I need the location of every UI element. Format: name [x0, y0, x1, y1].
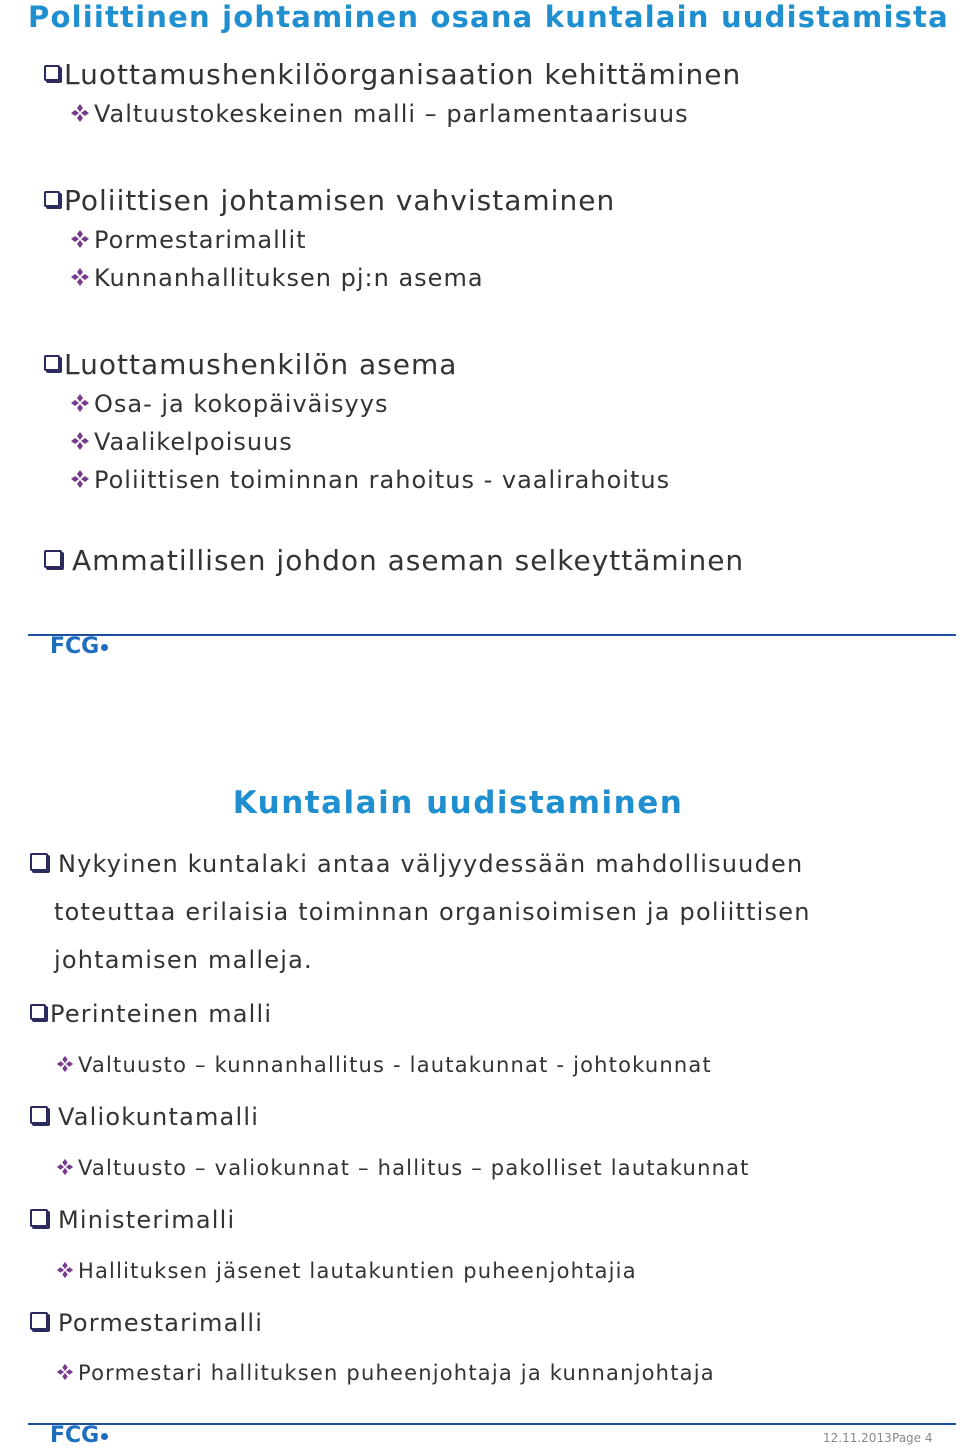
checkbox-bullet-icon — [30, 1312, 48, 1330]
checkbox-bullet-icon — [44, 355, 60, 371]
model-heading: Perinteinen malli — [30, 1000, 272, 1028]
list-item: Vaalikelpoisuus — [70, 428, 293, 456]
model-heading: Valiokuntamalli — [30, 1103, 259, 1131]
intro-line: toteuttaa erilaisia toiminnan organisoimisen ja poliittisen — [54, 898, 811, 926]
diamond-bullet-icon — [56, 1158, 74, 1176]
diamond-bullet-icon — [70, 267, 90, 287]
model-item: Pormestari hallituksen puheenjohtaja ja kunnanjohtaja — [56, 1361, 715, 1385]
model-item: Valtuusto – kunnanhallitus - lautakunnat - johtokunnat — [56, 1053, 712, 1077]
diamond-bullet-icon — [56, 1055, 74, 1073]
section-heading: Luottamushenkilön asema — [44, 348, 457, 381]
slide2-title: Kuntalain uudistaminen — [232, 785, 684, 821]
checkbox-bullet-icon — [44, 65, 60, 81]
intro-line: johtamisen malleja. — [54, 946, 313, 974]
section-heading: Ammatillisen johdon aseman selkeyttäminen — [44, 544, 744, 577]
slide1-title: Poliittinen johtaminen osana kuntalain uudistamista — [28, 0, 949, 34]
checkbox-bullet-icon — [30, 853, 48, 871]
list-item: Pormestarimallit — [70, 226, 307, 254]
footer-date: 12.11.2013 — [823, 1431, 892, 1445]
diamond-bullet-icon — [56, 1261, 74, 1279]
diamond-bullet-icon — [70, 469, 90, 489]
checkbox-bullet-icon — [30, 1106, 48, 1124]
section-heading: Luottamushenkilöorganisaation kehittäminen — [44, 58, 741, 91]
model-heading: Pormestarimalli — [30, 1309, 263, 1337]
diamond-bullet-icon — [70, 393, 90, 413]
model-item: Hallituksen jäsenet lautakuntien puheenjohtajia — [56, 1259, 637, 1283]
checkbox-bullet-icon — [30, 1209, 48, 1227]
page-number: Page 4 — [892, 1431, 933, 1445]
divider — [28, 1423, 956, 1425]
divider — [28, 634, 956, 636]
checkbox-bullet-icon — [30, 1004, 46, 1020]
fcg-logo: FCG — [50, 634, 108, 659]
list-item: Kunnanhallituksen pj:n asema — [70, 264, 484, 292]
list-item: Poliittisen toiminnan rahoitus - vaalirahoitus — [70, 466, 670, 494]
model-item: Valtuusto – valiokunnat – hallitus – pakolliset lautakunnat — [56, 1156, 750, 1180]
checkbox-bullet-icon — [44, 550, 62, 568]
fcg-logo: FCG — [50, 1423, 108, 1448]
diamond-bullet-icon — [70, 103, 90, 123]
diamond-bullet-icon — [70, 431, 90, 451]
section-heading: Poliittisen johtamisen vahvistaminen — [44, 184, 615, 217]
list-item: Osa- ja kokopäiväisyys — [70, 390, 388, 418]
diamond-bullet-icon — [56, 1363, 74, 1381]
list-item: Valtuustokeskeinen malli – parlamentaarisuus — [70, 100, 689, 128]
checkbox-bullet-icon — [44, 191, 60, 207]
diamond-bullet-icon — [70, 229, 90, 249]
intro-line: Nykyinen kuntalaki antaa väljyydessään mahdollisuuden — [30, 850, 803, 878]
model-heading: Ministerimalli — [30, 1206, 235, 1234]
